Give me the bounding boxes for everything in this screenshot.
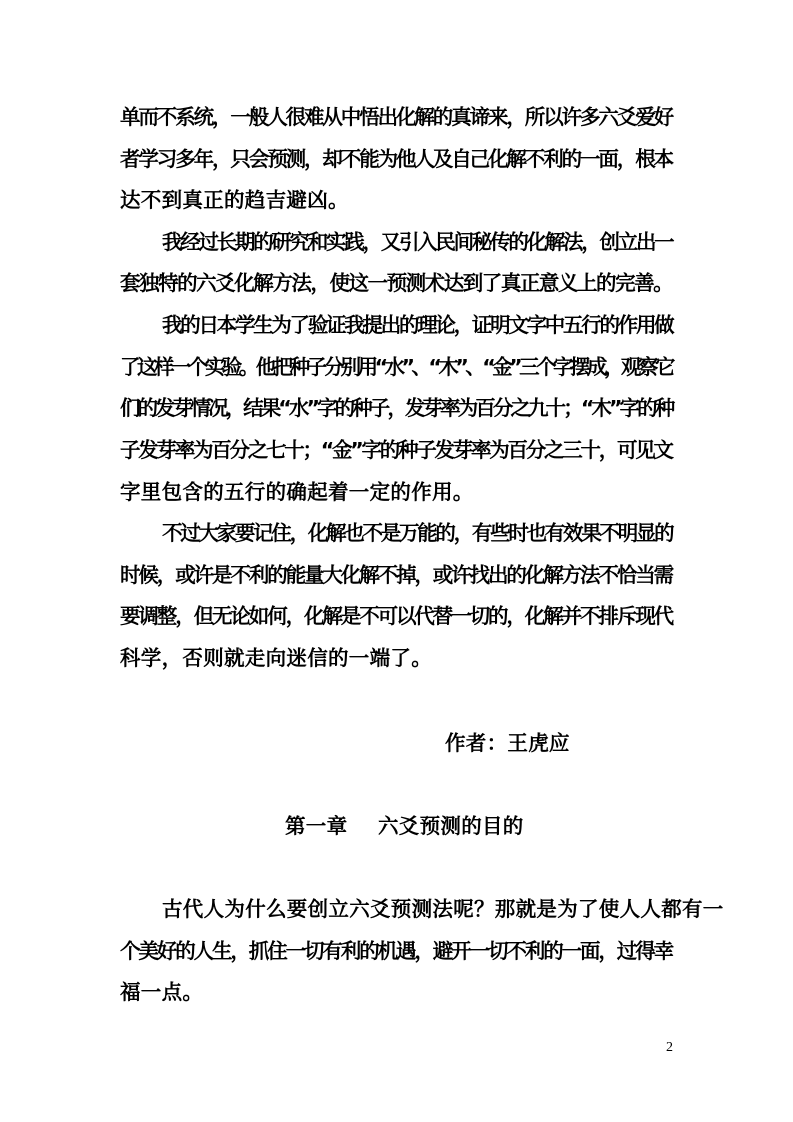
author-line: 作者：王虎应 — [445, 731, 570, 755]
text-line: 字里包含的五行的确起着一定的作用。 — [120, 480, 474, 504]
text-line: 子发芽率为百分之七十；“金”字的种子发芽率为百分之三十，可见文 — [120, 438, 672, 462]
page-number: 2 — [666, 1040, 673, 1055]
text-line: 时候，或许是不利的能量大化解不掉，或许找出的化解方法不恰当需 — [120, 563, 672, 587]
text-line: 要调整，但无论如何，化解是不可以代替一切的，化解并不排斥现代 — [120, 604, 672, 628]
text-line: 科学，否则就走向迷信的一端了。 — [120, 646, 432, 670]
chapter-number: 第一章 — [285, 814, 348, 838]
text-line: 达不到真正的趋吉避凶。 — [120, 188, 349, 212]
text-line: 单而不系统，一般人很难从中悟出化解的真谛来，所以许多六爻爱好 — [120, 105, 672, 129]
text-line: 我的日本学生为了验证我提出的理论，证明文字中五行的作用做 — [162, 313, 673, 337]
text-line: 个美好的人生，抓住一切有利的机遇，避开一切不利的一面，过得幸 — [120, 939, 672, 963]
text-line: 古代人为什么要创立六爻预测法呢？那就是为了使人人都有一 — [162, 897, 724, 921]
text-line: 者学习多年，只会预测，却不能为他人及自己化解不利的一面，根本 — [120, 147, 672, 171]
text-line: 套独特的六爻化解方法，使这一预测术达到了真正意义上的完善。 — [120, 271, 673, 295]
text-line: 福一点。 — [120, 980, 204, 1004]
text-line: 了这样一个实验。他把种子分别用“水”、“木”、“金”三个字摆成，观察它 — [120, 355, 672, 379]
text-line: 不过大家要记住，化解也不是万能的，有些时也有效果不明显的 — [162, 521, 673, 545]
text-line: 我经过长期的研究和实践，又引入民间秘传的化解法，创立出一 — [162, 230, 673, 254]
text-line: 们的发芽情况，结果“水”字的种子，发芽率为百分之九十；“木”字的种 — [120, 396, 673, 420]
chapter-title: 六爻预测的目的 — [378, 814, 524, 838]
